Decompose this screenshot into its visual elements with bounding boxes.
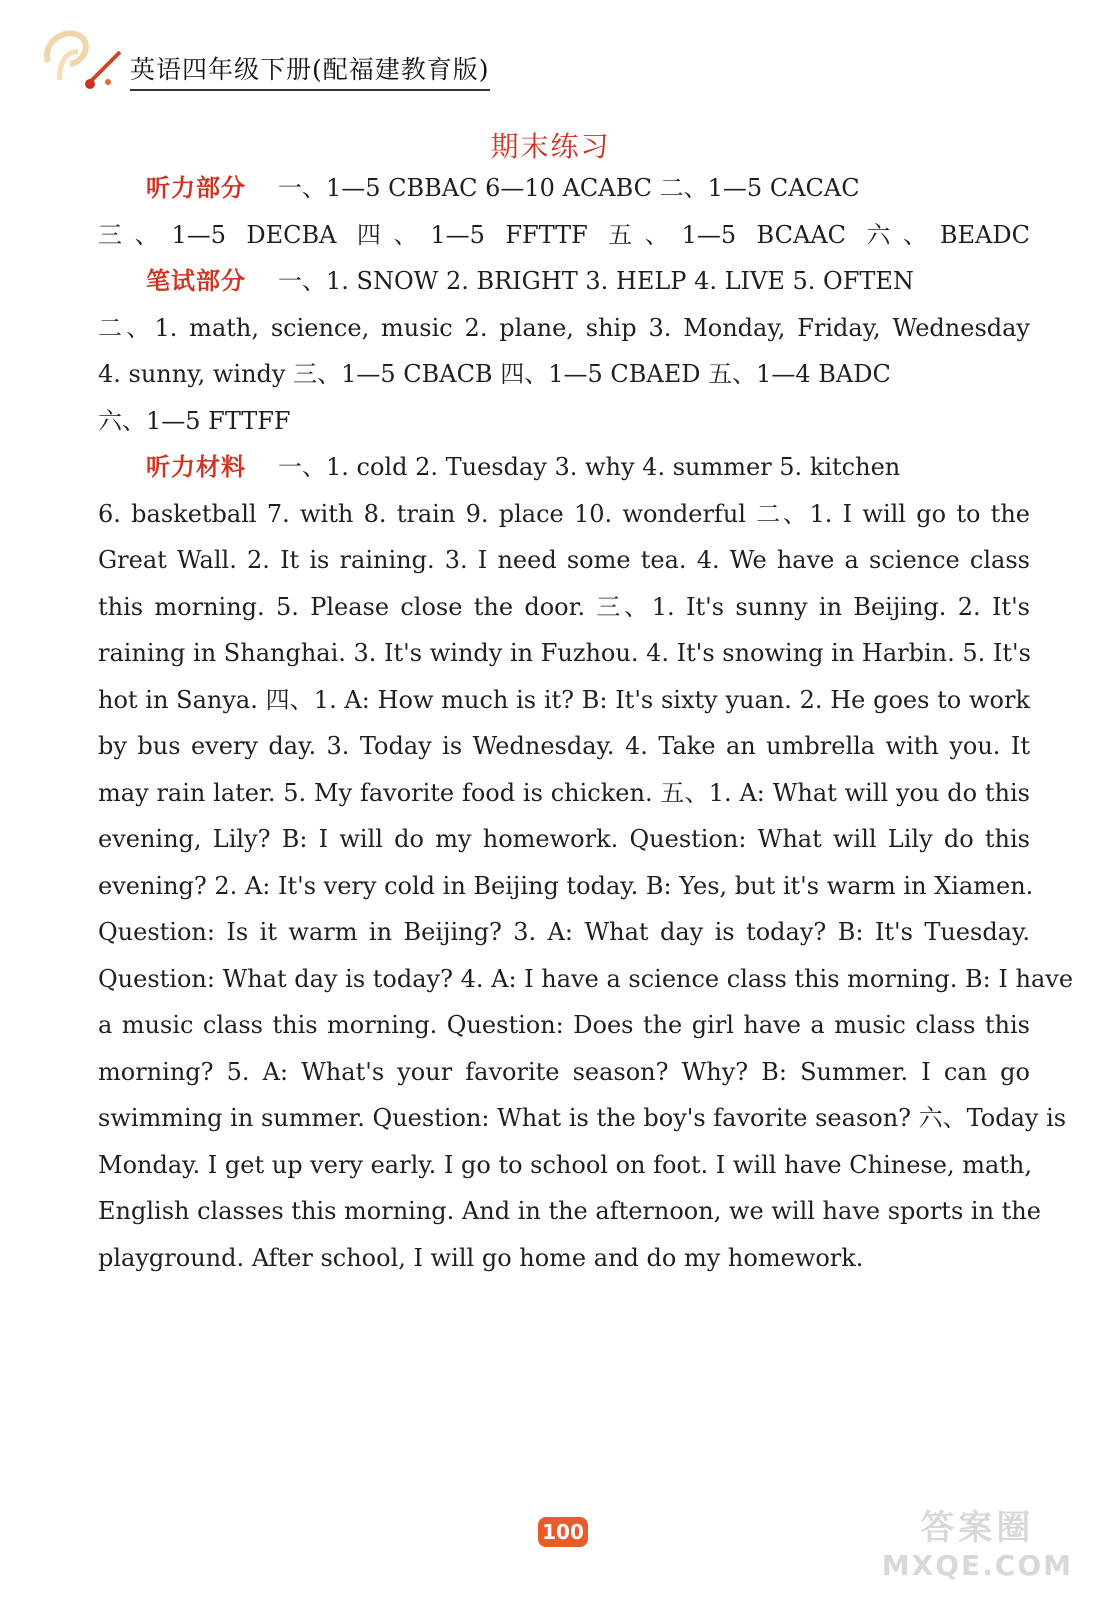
- watermark-top-text: 答案圈: [920, 1508, 1035, 1548]
- answer-line: [98, 258, 1030, 305]
- page-number: 100: [538, 1517, 588, 1547]
- answer-line: morning? 5. A: What's your favorite season? Why? B: Summer. I can go: [98, 1057, 1030, 1086]
- answer-line: playground. After school, I will go home and do my homework.: [98, 1243, 864, 1272]
- answer-line: evening? 2. A: It's very cold in Beijing today. B: Yes, but it's warm in Xiamen.: [98, 871, 1034, 900]
- answer-line: Monday. I get up very early. I go to school on foot. I will have Chinese, math,: [98, 1150, 1032, 1179]
- answer-line: 6. basketball 7. with 8. train 9. place 10. wonderful 二、1. I will go to the: [98, 499, 1030, 528]
- answer-line: by bus every day. 3. Today is Wednesday. 4. Take an umbrella with you. It: [98, 732, 1030, 760]
- line-text: 一、1—5 CBBAC 6—10 ACABC 二、1—5 CACAC: [278, 174, 860, 202]
- answer-line: English classes this morning. And in the afternoon, we will have sports in the: [98, 1197, 1041, 1225]
- brush-logo-icon: [40, 22, 130, 92]
- answer-line: 二、1. math, science, music 2. plane, ship 3. Monday, Friday, Wednesday: [98, 313, 1030, 342]
- watermark-bottom-text: MXQE.COM: [881, 1549, 1073, 1582]
- answer-line: [98, 444, 1030, 491]
- subsection-label: 笔试部分: [146, 266, 246, 295]
- answer-line: [98, 165, 1030, 212]
- answer-line: 4. sunny, windy 三、1—5 CBACB 四、1—5 CBAED 五、1—4 BADC: [98, 360, 891, 388]
- subsection-label: 听力材料: [146, 452, 246, 481]
- line-text: 一、1. SNOW 2. BRIGHT 3. HELP 4. LIVE 5. OFTEN: [278, 267, 914, 295]
- answer-line: Question: What day is today? 4. A: I have a science class this morning. B: I have: [98, 964, 1074, 993]
- answer-content: [98, 165, 1074, 1281]
- watermark-logo: [882, 1500, 1073, 1582]
- answer-line: this morning. 5. Please close the door. 三、1. It's sunny in Beijing. 2. It's: [98, 592, 1030, 621]
- line-text: 一、1. cold 2. Tuesday 3. why 4. summer 5. kitchen: [278, 453, 901, 481]
- answer-line: hot in Sanya. 四、1. A: How much is it? B: It's sixty yuan. 2. He goes to work: [98, 685, 1030, 714]
- answer-line: 三、1—5 DECBA 四、1—5 FFTTF 五、1—5 BCAAC 六、BEADC: [98, 220, 1030, 249]
- answer-line: swimming in summer. Question: What is the boy's favorite season? 六、Today is: [98, 1104, 1067, 1132]
- page-header: [40, 22, 510, 92]
- answer-line: evening, Lily? B: I will do my homework. Question: What will Lily do this: [98, 825, 1030, 853]
- section-title: 期末练习: [490, 130, 611, 163]
- answer-line: 六、1—5 FTTFF: [98, 406, 291, 435]
- answer-line: a music class this morning. Question: Does the girl have a music class this: [98, 1011, 1030, 1039]
- book-title: 英语四年级下册(配福建教育版): [130, 50, 490, 91]
- answer-line: raining in Shanghai. 3. It's windy in Fuzhou. 4. It's snowing in Harbin. 5. It's: [98, 639, 1031, 667]
- subsection-label: 听力部分: [146, 173, 246, 202]
- answer-line: Great Wall. 2. It is raining. 3. I need some tea. 4. We have a science class: [98, 546, 1030, 574]
- answer-line: Question: Is it warm in Beijing? 3. A: What day is today? B: It's Tuesday.: [98, 918, 1030, 946]
- answer-line: may rain later. 5. My favorite food is chicken. 五、1. A: What will you do this: [98, 778, 1030, 807]
